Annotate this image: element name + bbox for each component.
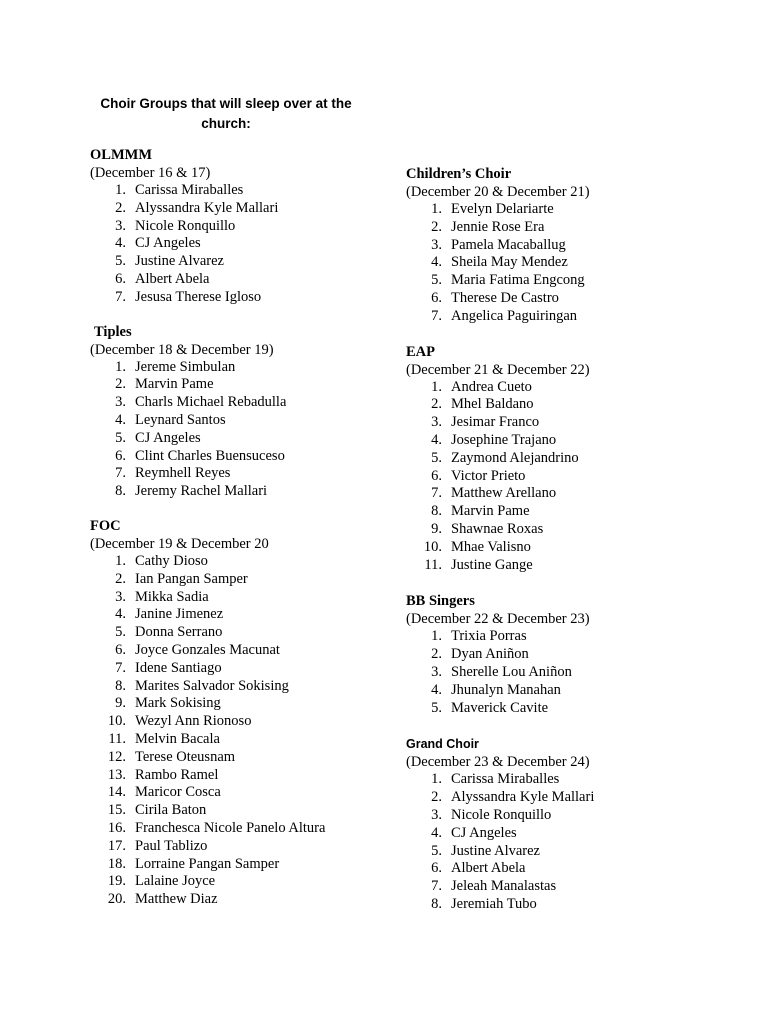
group-dates: (December 19 & December 20 <box>90 535 269 552</box>
member-number: 2. <box>115 570 126 587</box>
member-item <box>90 483 420 501</box>
member-item <box>90 412 420 430</box>
member-item <box>90 465 420 483</box>
member-item <box>90 235 420 253</box>
member-number: 4. <box>431 681 442 698</box>
member-list <box>90 359 420 501</box>
member-item <box>90 571 420 589</box>
member-name: Angelica Paguiringan <box>451 307 578 324</box>
member-number: 8. <box>115 677 126 694</box>
member-item <box>90 678 420 696</box>
member-number: 5. <box>115 624 126 641</box>
member-item <box>406 468 736 486</box>
member-name: Ian Pangan Samper <box>135 570 248 587</box>
member-name: Donna Serrano <box>135 624 223 641</box>
choir-group <box>406 592 736 717</box>
member-item <box>406 485 736 503</box>
member-number: 7. <box>115 288 126 305</box>
member-item <box>406 219 736 237</box>
member-item <box>90 289 420 307</box>
member-name: Jennie Rose Era <box>451 218 545 235</box>
member-item <box>406 201 736 219</box>
group-dates: (December 18 & December 19) <box>90 341 274 358</box>
member-number: 1. <box>431 201 442 217</box>
member-list <box>406 379 736 575</box>
group-name: Children’s Choir <box>406 166 512 182</box>
member-number: 6. <box>431 289 442 306</box>
right-column <box>406 165 736 914</box>
member-item <box>406 843 736 861</box>
member-number: 5. <box>431 699 442 716</box>
member-name: Melvin Bacala <box>135 730 220 747</box>
member-item <box>90 253 420 271</box>
member-name: Janine Jimenez <box>135 606 224 623</box>
member-number: 1. <box>431 771 442 788</box>
member-item <box>406 896 736 914</box>
member-item <box>90 784 420 802</box>
member-item <box>90 695 420 713</box>
choir-group <box>90 323 420 501</box>
member-name: Cirila Baton <box>135 802 207 819</box>
member-name: Maricor Cosca <box>135 784 221 801</box>
member-item <box>406 539 736 557</box>
member-item <box>406 682 736 700</box>
member-name: Nicole Ronquillo <box>135 217 236 234</box>
member-number: 1. <box>115 552 126 569</box>
member-item <box>90 838 420 856</box>
member-item <box>406 272 736 290</box>
member-name: Marvin Pame <box>135 376 214 393</box>
member-item <box>90 606 420 624</box>
member-number: 5. <box>431 272 442 289</box>
left-column <box>90 146 420 909</box>
member-item <box>90 394 420 412</box>
member-number: 17. <box>107 837 126 854</box>
member-number: 4. <box>115 235 126 252</box>
member-name: CJ Angeles <box>135 235 201 252</box>
member-name: CJ Angeles <box>135 429 201 446</box>
member-item <box>90 891 420 909</box>
member-name: Maverick Cavite <box>451 699 549 716</box>
member-item <box>406 700 736 718</box>
member-name: Joyce Gonzales Macunat <box>135 641 280 658</box>
member-name: Rambo Ramel <box>135 766 219 783</box>
member-name: Paul Tablizo <box>135 837 208 854</box>
member-item <box>90 767 420 785</box>
group-name: FOC <box>90 517 121 534</box>
member-number: 3. <box>115 588 126 605</box>
member-name: Alyssandra Kyle Mallari <box>135 199 279 216</box>
member-item <box>406 254 736 272</box>
member-item <box>406 628 736 646</box>
member-number: 5. <box>431 449 442 466</box>
member-number: 1. <box>431 628 442 645</box>
member-number: 2. <box>431 396 442 413</box>
member-number: 7. <box>431 485 442 502</box>
member-item <box>90 802 420 820</box>
member-name: Shawnae Roxas <box>451 520 544 537</box>
group-name: BB Singers <box>406 593 475 610</box>
member-item <box>406 290 736 308</box>
member-item <box>90 200 420 218</box>
choir-group <box>406 165 736 326</box>
member-number: 11. <box>108 730 126 747</box>
member-item <box>90 271 420 289</box>
member-name: Charls Michael Rebadulla <box>135 394 287 411</box>
member-number: 4. <box>431 431 442 448</box>
member-item <box>406 664 736 682</box>
member-name: Justine Alvarez <box>451 842 540 859</box>
member-number: 4. <box>431 824 442 841</box>
member-name: Marites Salvador Sokising <box>135 677 289 694</box>
member-name: Jesimar Franco <box>451 414 540 431</box>
member-number: 8. <box>431 503 442 520</box>
group-name: OLMMM <box>90 147 153 163</box>
member-number: 6. <box>115 447 126 464</box>
member-number: 10. <box>423 538 442 555</box>
member-number: 2. <box>431 218 442 235</box>
member-item <box>90 642 420 660</box>
member-number: 7. <box>115 659 126 676</box>
member-item <box>406 807 736 825</box>
member-list <box>90 182 420 307</box>
member-name: Justine Gange <box>451 556 533 573</box>
member-item <box>90 589 420 607</box>
member-number: 5. <box>115 253 126 270</box>
member-item <box>406 308 736 326</box>
member-number: 7. <box>431 878 442 895</box>
choir-group <box>90 146 420 307</box>
member-number: 3. <box>431 806 442 823</box>
member-name: Justine Alvarez <box>135 253 224 270</box>
member-item <box>90 359 420 377</box>
member-item <box>406 789 736 807</box>
group-dates: (December 16 & 17) <box>90 165 211 181</box>
member-name: Carissa Miraballes <box>451 771 560 788</box>
member-number: 13. <box>107 766 126 783</box>
member-name: Therese De Castro <box>451 289 559 306</box>
member-number: 2. <box>431 646 442 663</box>
member-number: 3. <box>115 217 126 234</box>
member-item <box>90 430 420 448</box>
document-title: Choir Groups that will sleep over at the church: <box>100 96 352 131</box>
member-item <box>406 860 736 878</box>
member-name: Cathy Dioso <box>135 552 208 569</box>
member-item <box>90 218 420 236</box>
member-name: Nicole Ronquillo <box>451 806 552 823</box>
member-number: 4. <box>431 254 442 271</box>
member-list <box>90 553 420 909</box>
member-name: Jesusa Therese Igloso <box>135 288 262 305</box>
member-list <box>406 771 736 913</box>
member-name: Dyan Aniñon <box>451 646 529 663</box>
member-name: Terese Oteusnam <box>135 748 236 765</box>
member-item <box>406 450 736 468</box>
member-item <box>90 624 420 642</box>
choir-group <box>406 735 736 913</box>
member-name: Mhel Baldano <box>451 396 534 413</box>
member-number: 6. <box>115 270 126 287</box>
member-number: 7. <box>431 307 442 324</box>
member-number: 5. <box>115 429 126 446</box>
member-name: Carissa Miraballes <box>135 182 244 198</box>
member-name: Jeremiah Tubo <box>451 895 537 912</box>
member-item <box>90 660 420 678</box>
member-name: Trixia Porras <box>451 628 527 645</box>
member-item <box>406 521 736 539</box>
member-name: Jeleah Manalastas <box>451 878 557 895</box>
member-name: Evelyn Delariarte <box>451 201 554 217</box>
member-name: Josephine Trajano <box>451 431 557 448</box>
member-name: Wezyl Ann Rionoso <box>135 713 252 730</box>
member-name: Sheila May Mendez <box>451 254 568 271</box>
member-number: 8. <box>115 483 126 500</box>
member-name: Leynard Santos <box>135 411 226 428</box>
member-number: 12. <box>107 748 126 765</box>
member-name: Andrea Cueto <box>451 378 532 395</box>
member-name: Jereme Simbulan <box>135 358 236 375</box>
member-number: 6. <box>431 467 442 484</box>
member-number: 5. <box>431 842 442 859</box>
member-item <box>90 731 420 749</box>
member-item <box>406 771 736 789</box>
member-item <box>406 646 736 664</box>
member-item <box>406 825 736 843</box>
member-list <box>406 628 736 717</box>
member-name: Maria Fatima Engcong <box>451 272 585 289</box>
member-number: 7. <box>115 465 126 482</box>
member-item <box>90 376 420 394</box>
member-name: Franchesca Nicole Panelo Altura <box>135 819 326 836</box>
member-name: Mark Sokising <box>135 695 221 712</box>
member-item <box>90 448 420 466</box>
member-number: 6. <box>431 860 442 877</box>
member-number: 3. <box>115 394 126 411</box>
member-item <box>406 414 736 432</box>
member-item <box>90 820 420 838</box>
member-number: 18. <box>107 855 126 872</box>
member-name: Albert Abela <box>135 270 210 287</box>
member-number: 9. <box>431 520 442 537</box>
member-name: Zaymond Alejandrino <box>451 449 579 466</box>
member-item <box>406 237 736 255</box>
member-name: Marvin Pame <box>451 503 530 520</box>
member-name: CJ Angeles <box>451 824 517 841</box>
member-name: Mikka Sadia <box>135 588 209 605</box>
member-number: 14. <box>107 784 126 801</box>
member-item <box>90 873 420 891</box>
member-number: 2. <box>115 199 126 216</box>
group-name: EAP <box>406 343 435 360</box>
member-name: Matthew Arellano <box>451 485 557 502</box>
group-dates: (December 20 & December 21) <box>406 184 590 200</box>
member-name: Mhae Valisno <box>451 538 531 555</box>
member-number: 15. <box>107 802 126 819</box>
member-number: 11. <box>424 556 442 573</box>
member-name: Victor Prieto <box>451 467 526 484</box>
member-name: Reymhell Reyes <box>135 465 231 482</box>
member-name: Matthew Diaz <box>135 891 218 908</box>
member-item <box>406 557 736 575</box>
group-dates: (December 22 & December 23) <box>406 611 590 628</box>
group-name: Grand Choir <box>406 737 479 752</box>
member-number: 20. <box>107 891 126 908</box>
member-name: Lorraine Pangan Samper <box>135 855 280 872</box>
member-list <box>406 201 736 326</box>
member-item <box>90 182 420 200</box>
member-number: 19. <box>107 873 126 890</box>
member-number: 1. <box>115 358 126 375</box>
member-item <box>90 713 420 731</box>
group-name: Tiples <box>94 323 132 340</box>
member-item <box>406 432 736 450</box>
member-item <box>90 749 420 767</box>
member-number: 3. <box>431 414 442 431</box>
member-name: Pamela Macaballug <box>451 236 566 253</box>
member-name: Jeremy Rachel Mallari <box>135 483 268 500</box>
member-number: 8. <box>431 895 442 912</box>
member-item <box>90 856 420 874</box>
member-number: 3. <box>431 663 442 680</box>
member-number: 10. <box>107 713 126 730</box>
member-name: Clint Charles Buensuceso <box>135 447 285 464</box>
member-name: Idene Santiago <box>135 659 222 676</box>
member-number: 9. <box>115 695 126 712</box>
choir-group <box>406 343 736 575</box>
member-number: 1. <box>431 378 442 395</box>
member-number: 4. <box>115 606 126 623</box>
member-item <box>406 396 736 414</box>
member-item <box>90 553 420 571</box>
member-item <box>406 379 736 397</box>
member-name: Jhunalyn Manahan <box>451 681 561 698</box>
member-number: 2. <box>115 376 126 393</box>
member-number: 3. <box>431 236 442 253</box>
group-dates: (December 21 & December 22) <box>406 361 590 378</box>
member-item <box>406 503 736 521</box>
member-name: Albert Abela <box>451 860 526 877</box>
choir-group <box>90 517 420 909</box>
group-dates: (December 23 & December 24) <box>406 754 590 771</box>
member-number: 4. <box>115 411 126 428</box>
member-number: 16. <box>107 819 126 836</box>
member-number: 1. <box>115 182 126 198</box>
member-name: Alyssandra Kyle Mallari <box>451 789 595 806</box>
member-name: Lalaine Joyce <box>135 873 216 890</box>
member-item <box>406 878 736 896</box>
member-name: Sherelle Lou Aniñon <box>451 663 572 680</box>
member-number: 2. <box>431 789 442 806</box>
member-number: 6. <box>115 641 126 658</box>
